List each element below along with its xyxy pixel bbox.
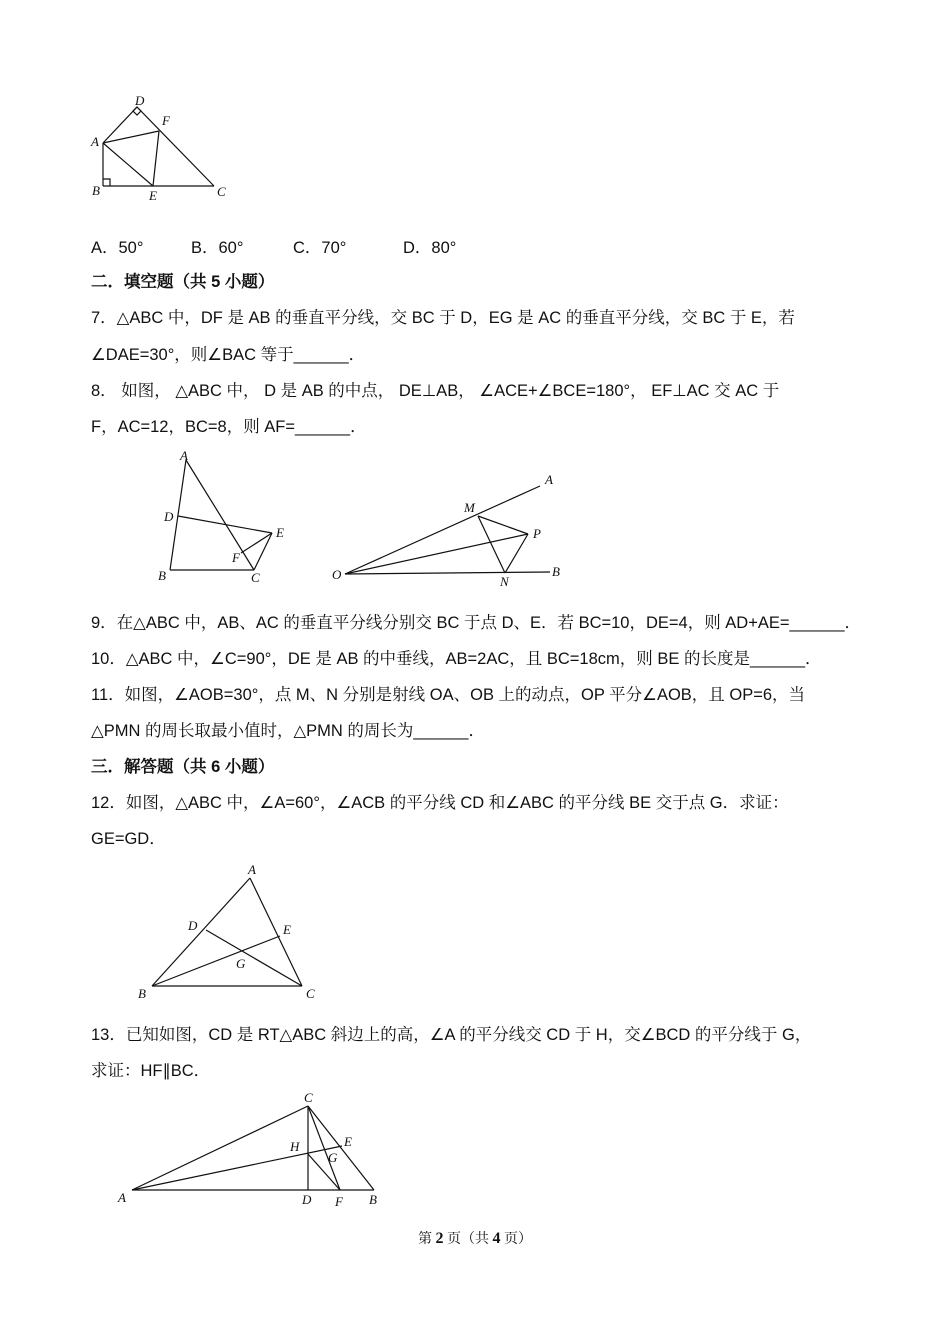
- choice-d: D．80°: [403, 239, 457, 257]
- figure-q13: [110, 1088, 400, 1213]
- label-c: C: [306, 986, 315, 1001]
- label-f: F: [162, 113, 170, 128]
- label-m: M: [464, 500, 475, 515]
- label-a: A: [118, 1190, 126, 1205]
- figure-q6: [85, 95, 235, 205]
- label-b: B: [92, 183, 100, 198]
- q6-choices: [91, 237, 456, 259]
- label-f: F: [232, 550, 240, 565]
- q13-line1: 13．已知如图，CD 是 RT△ABC 斜边上的高，∠A 的平分线交 CD 于 H，交∠BCD 的平分线于 G，: [91, 1026, 812, 1044]
- q9-line1: 9．在△ABC 中，AB、AC 的垂直平分线分别交 BC 于点 D、E．若 BC=10，DE=4，则 AD+AE=______．: [91, 614, 862, 632]
- q10-line1: 10．△ABC 中，∠C=90°，DE 是 AB 的中垂线，AB=2AC，且 BC=18cm，则 BE 的长度是______．: [91, 650, 822, 668]
- label-b: B: [158, 568, 166, 583]
- label-e: E: [149, 188, 157, 203]
- q12-line1: 12．如图，△ABC 中，∠A=60°，∠ACB 的平分线 CD 和∠ABC 的平分线 BE 交于点 G．求证：: [91, 794, 789, 812]
- label-c: C: [251, 570, 260, 585]
- q8-line1: 8． 如图， △ABC 中， D 是 AB 的中点， DE⊥AB， ∠ACE+∠BCE=180°， EF⊥AC 交 AC 于: [91, 382, 780, 400]
- footer-middle: 页（共: [443, 1232, 493, 1247]
- label-g: G: [236, 956, 246, 971]
- label-d: D: [302, 1192, 312, 1207]
- label-h: H: [290, 1139, 300, 1154]
- label-e: E: [344, 1134, 352, 1149]
- label-b: B: [369, 1192, 377, 1207]
- footer-page: 2: [435, 1230, 444, 1247]
- q8-line2: F，AC=12，BC=8，则 AF=______．: [91, 418, 367, 436]
- label-d: D: [164, 509, 174, 524]
- label-c: C: [217, 184, 226, 199]
- label-f: F: [335, 1194, 343, 1209]
- label-p: P: [533, 526, 541, 541]
- label-a: A: [180, 448, 188, 463]
- label-g: G: [328, 1150, 338, 1165]
- section-3-title: 三．解答题（共 6 小题）: [91, 758, 275, 776]
- section-2-title: 二．填空题（共 5 小题）: [91, 273, 275, 291]
- figure-q8: [150, 448, 310, 588]
- label-c: C: [304, 1090, 313, 1105]
- label-b: B: [138, 986, 146, 1001]
- choice-b: B．60°: [191, 239, 244, 257]
- figure-q11: [330, 468, 570, 593]
- footer-suffix: 页）: [500, 1232, 532, 1247]
- q7-line2: ∠DAE=30°，则∠BAC 等于______．: [91, 346, 366, 364]
- q12-line2: GE=GD．: [91, 830, 166, 848]
- choice-a: A．50°: [91, 239, 144, 257]
- label-a: A: [248, 862, 256, 877]
- label-o: O: [332, 567, 342, 582]
- q11-line2: △PMN 的周长取最小值时，△PMN 的周长为______．: [91, 722, 485, 740]
- label-n: N: [500, 574, 509, 589]
- footer-prefix: 第: [418, 1232, 436, 1247]
- label-e: E: [283, 922, 291, 937]
- label-a: A: [91, 134, 99, 149]
- q7-line1: 7．△ABC 中，DF 是 AB 的垂直平分线，交 BC 于 D，EG 是 AC 的垂直平分线，交 BC 于 E，若: [91, 309, 795, 327]
- q13-line2: 求证：HF∥BC．: [91, 1062, 211, 1080]
- label-d: D: [135, 93, 145, 108]
- label-e: E: [276, 525, 284, 540]
- label-b: B: [552, 564, 560, 579]
- figure-q12: [130, 860, 330, 1005]
- label-a: A: [545, 472, 553, 487]
- page-footer: [0, 1228, 950, 1248]
- label-d: D: [188, 918, 198, 933]
- choice-c: C．70°: [293, 239, 347, 257]
- q11-line1: 11．如图，∠AOB=30°，点 M、N 分别是射线 OA、OB 上的动点，OP 平分∠AOB，且 OP=6，当: [91, 686, 806, 704]
- footer-total: 4: [492, 1230, 501, 1247]
